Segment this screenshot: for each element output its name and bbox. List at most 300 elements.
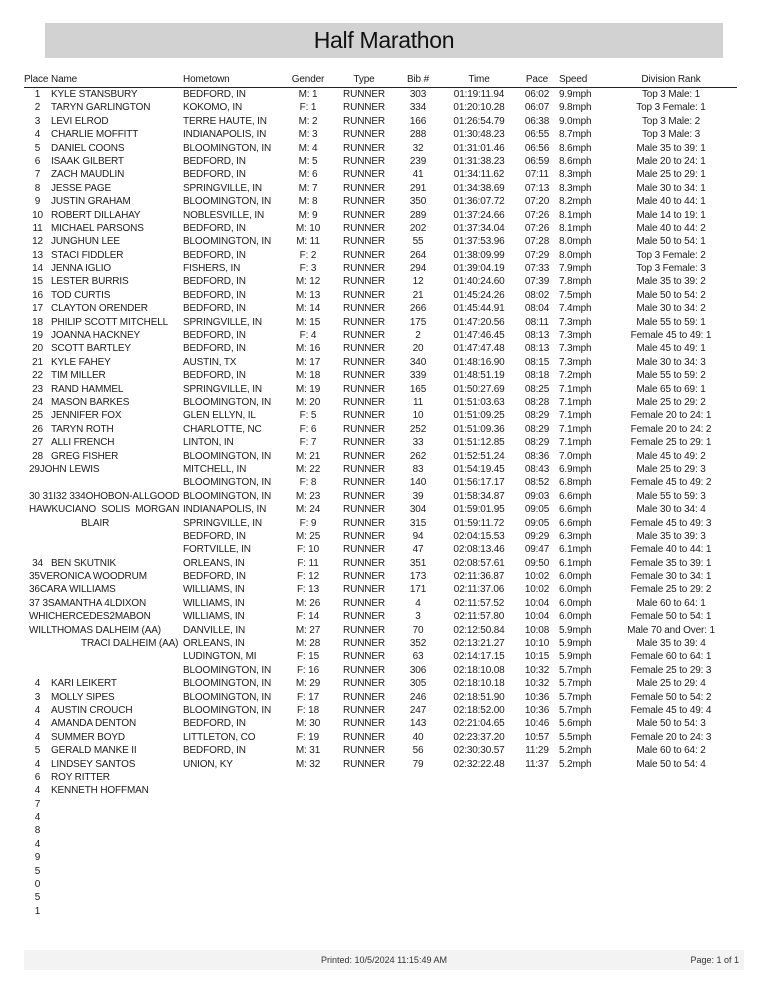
cell-gender: M: 1: [298, 89, 318, 100]
cell-time: 01:30:48.23: [453, 129, 505, 141]
table-row: [24, 905, 737, 918]
cell-name: BLAIR: [81, 517, 110, 529]
table-row: [24, 476, 737, 489]
cell-place: 28: [32, 450, 43, 462]
table-row: [24, 463, 737, 476]
cell-time: 01:19:11.94: [453, 89, 505, 100]
cell-type: RUNNER: [343, 370, 385, 382]
cell-pace: 10:36: [524, 704, 550, 716]
cell-hometown: BEDFORD, IN: [183, 745, 246, 757]
cell-gender: F: 19: [296, 731, 320, 743]
cell-gender: [283, 878, 333, 891]
cell-place: 3: [34, 115, 41, 127]
cell-name: [51, 851, 183, 864]
cell-time: 02:13:21.27: [453, 638, 505, 650]
cell-division: Male 55 to 59: 1: [636, 316, 706, 328]
cell-gender: [283, 851, 333, 864]
cell-speed: 7.1mph: [559, 437, 592, 449]
cell-gender: M: 5: [298, 155, 318, 167]
cell-name: [51, 905, 183, 918]
table-row: [24, 771, 737, 784]
column-header-pace: Pace: [525, 74, 549, 85]
cell-bib: 350: [409, 196, 427, 208]
cell-bib: 94: [412, 530, 424, 542]
cell-time: 01:20:10.28: [453, 102, 505, 114]
table-row: [24, 784, 737, 797]
cell-hometown: FISHERS, IN: [183, 263, 241, 275]
cell-speed: 8.2mph: [559, 196, 592, 208]
cell-speed: 5.5mph: [559, 731, 592, 743]
cell-bib: 252: [409, 423, 427, 435]
cell-place: 4: [34, 731, 41, 743]
cell-speed: 6.8mph: [559, 477, 592, 489]
cell-type: [333, 824, 395, 837]
cell-name: RAND HAMMEL: [51, 383, 124, 395]
cell-hometown: [183, 811, 283, 824]
cell-time: 01:37:24.66: [453, 209, 505, 221]
column-header-type: Type: [353, 74, 375, 85]
cell-gender: M: 3: [298, 129, 318, 141]
cell-bib: [395, 851, 441, 864]
cell-hometown: TERRE HAUTE, IN: [183, 115, 267, 127]
cell-pace: [517, 824, 557, 837]
cell-time: 02:11:36.87: [453, 571, 505, 583]
cell-pace: 10:32: [524, 664, 550, 676]
cell-type: RUNNER: [343, 597, 385, 609]
cell-type: RUNNER: [343, 249, 385, 261]
cell-name: [51, 798, 183, 811]
cell-speed: 5.7mph: [559, 691, 592, 703]
cell-speed: 5.2mph: [559, 745, 592, 757]
cell-pace: 09:03: [524, 490, 550, 502]
cell-type: RUNNER: [343, 544, 385, 556]
cell-pace: 09:05: [524, 504, 550, 516]
cell-division: Male 50 to 54: 3: [636, 718, 706, 730]
cell-place: 21: [32, 356, 43, 368]
cell-type: RUNNER: [343, 169, 385, 181]
cell-bib: 246: [409, 691, 427, 703]
cell-bib: 11: [412, 396, 424, 408]
cell-division: Top 3 Female: 1: [636, 102, 706, 114]
cell-pace: 07:39: [524, 276, 550, 288]
cell-bib: 262: [409, 450, 427, 462]
cell-division: Male 50 to 54: 1: [636, 236, 706, 248]
cell-speed: 5.6mph: [559, 718, 592, 730]
cell-gender: F: 17: [296, 691, 320, 703]
cell-type: RUNNER: [343, 396, 385, 408]
cell-gender: [283, 838, 333, 851]
cell-hometown: BEDFORD, IN: [183, 330, 246, 342]
table-row: [24, 222, 737, 235]
cell-name: LESTER BURRIS: [51, 276, 129, 288]
page-footer: [24, 950, 744, 970]
cell-hometown: BEDFORD, IN: [183, 289, 246, 301]
cell-division: Female 20 to 24: 2: [630, 423, 712, 435]
cell-bib: 10: [412, 410, 424, 422]
column-header-speed: Speed: [559, 74, 588, 85]
cell-place: 9: [34, 852, 41, 864]
cell-bib: 40: [412, 731, 424, 743]
cell-division: Female 25 to 29: 1: [630, 437, 712, 449]
cell-bib: 70: [412, 624, 424, 636]
table-row: [24, 824, 737, 837]
cell-name: [51, 865, 183, 878]
cell-pace: [517, 798, 557, 811]
cell-division: Male 30 to 34: 2: [636, 303, 706, 315]
cell-time: 02:14:17.15: [453, 651, 505, 663]
cell-name: KYLE FAHEY: [51, 356, 111, 368]
cell-division: Male 25 to 29: 3: [636, 463, 706, 475]
cell-type: [333, 891, 395, 904]
cell-type: RUNNER: [343, 437, 385, 449]
cell-bib: 305: [409, 678, 427, 690]
cell-hometown: [183, 878, 283, 891]
cell-place: 4: [34, 785, 41, 797]
table-row: [24, 275, 737, 288]
cell-division: Male 50 to 54: 4: [636, 758, 706, 770]
cell-place: 4: [34, 704, 41, 716]
cell-name: [51, 824, 183, 837]
cell-speed: 8.3mph: [559, 169, 592, 181]
cell-name: [51, 878, 183, 891]
cell-type: RUNNER: [343, 691, 385, 703]
cell-division: Female 40 to 44: 1: [630, 544, 712, 556]
cell-bib: 291: [409, 182, 427, 194]
cell-bib: 63: [412, 651, 424, 663]
cell-type: RUNNER: [343, 423, 385, 435]
table-row: [24, 530, 737, 543]
cell-hometown: LITTLETON, CO: [183, 731, 256, 743]
table-row: [24, 597, 737, 610]
cell-gender: M: 4: [298, 142, 318, 154]
table-row: [24, 798, 737, 811]
cell-type: RUNNER: [343, 155, 385, 167]
cell-pace: 09:05: [524, 517, 550, 529]
cell-gender: M: 29: [295, 678, 321, 690]
cell-bib: 12: [412, 276, 424, 288]
table-row: [24, 543, 737, 556]
table-row: [24, 88, 737, 101]
cell-time: 01:40:24.60: [453, 276, 505, 288]
table-row: [24, 758, 737, 771]
cell-type: [333, 905, 395, 918]
cell-gender: M: 15: [295, 316, 321, 328]
cell-type: RUNNER: [343, 182, 385, 194]
table-row: [24, 383, 737, 396]
table-row: [24, 195, 737, 208]
title-banner: [45, 23, 723, 58]
column-header-time: Time: [468, 74, 490, 85]
column-header-gender: Gender: [291, 74, 325, 85]
cell-time: 02:11:37.06: [453, 584, 505, 596]
cell-pace: 08:28: [524, 396, 550, 408]
cell-place: 4: [34, 812, 41, 824]
cell-place: 5: [34, 142, 41, 154]
cell-type: RUNNER: [343, 129, 385, 141]
cell-gender: F: 18: [296, 704, 320, 716]
cell-name: MICHAEL PARSONS: [51, 222, 144, 234]
cell-speed: 6.1mph: [559, 557, 592, 569]
cell-place: 27: [32, 437, 43, 449]
cell-name: ZACH MAUDLIN: [51, 169, 125, 181]
cell-gender: F: 16: [296, 664, 320, 676]
cell-name: [51, 543, 183, 556]
cell-place: 11: [32, 222, 43, 234]
cell-type: RUNNER: [343, 704, 385, 716]
cell-hometown: [183, 798, 283, 811]
cell-time: 01:56:17.17: [453, 477, 505, 489]
cell-pace: 08:15: [524, 356, 550, 368]
cell-type: RUNNER: [343, 530, 385, 542]
column-header-name: Name: [51, 74, 78, 85]
cell-hometown: [183, 851, 283, 864]
cell-hometown: GLEN ELLYN, IL: [183, 410, 256, 422]
cell-name: SUMMER BOYD: [51, 731, 125, 743]
cell-hometown: MITCHELL, IN: [183, 463, 247, 475]
cell-pace: 09:50: [524, 557, 550, 569]
cell-bib: 352: [409, 638, 427, 650]
cell-time: [441, 798, 517, 811]
cell-gender: M: 26: [295, 597, 321, 609]
cell-gender: M: 11: [296, 236, 320, 248]
cell-place: 3: [34, 691, 41, 703]
cell-time: 01:31:01.46: [453, 142, 505, 154]
table-row: [24, 691, 737, 704]
cell-division: Female 45 to 49: 3: [630, 517, 712, 529]
cell-time: 01:47:47.48: [453, 343, 505, 355]
cell-time: [441, 838, 517, 851]
cell-time: 02:18:51.90: [453, 691, 505, 703]
cell-type: RUNNER: [343, 758, 385, 770]
cell-time: 01:50:27.69: [453, 383, 505, 395]
table-row: [24, 838, 737, 851]
cell-division: [611, 838, 731, 851]
cell-type: RUNNER: [343, 289, 385, 301]
cell-speed: 8.0mph: [559, 249, 592, 261]
cell-pace: 08:43: [524, 463, 550, 475]
cell-gender: [283, 865, 333, 878]
cell-pace: 06:38: [524, 115, 550, 127]
cell-pace: 10:15: [524, 651, 550, 663]
cell-pace: 10:02: [524, 584, 550, 596]
cell-time: 01:51:12.85: [453, 437, 505, 449]
cell-time: 01:51:09.25: [453, 410, 505, 422]
table-row: [24, 583, 737, 596]
cell-type: RUNNER: [343, 718, 385, 730]
cell-time: 01:37:34.04: [453, 222, 505, 234]
cell-bib: 47: [412, 544, 424, 556]
cell-pace: 10:02: [524, 571, 550, 583]
cell-time: 01:36:07.72: [453, 196, 505, 208]
cell-hometown: BEDFORD, IN: [183, 276, 246, 288]
cell-place: 14: [32, 263, 43, 275]
cell-bib: 33: [412, 437, 424, 449]
cell-speed: 5.7mph: [559, 704, 592, 716]
cell-type: RUNNER: [343, 557, 385, 569]
cell-division: Male 45 to 49: 1: [636, 343, 706, 355]
cell-place: 19: [32, 330, 43, 342]
table-row: [24, 115, 737, 128]
cell-type: RUNNER: [343, 222, 385, 234]
cell-bib: 140: [409, 477, 427, 489]
cell-speed: 6.0mph: [559, 571, 592, 583]
cell-bib: [395, 798, 441, 811]
cell-gender: M: 25: [295, 530, 321, 542]
cell-hometown: BEDFORD, IN: [183, 530, 246, 542]
cell-division: [611, 865, 731, 878]
cell-division: Top 3 Female: 3: [636, 263, 706, 275]
cell-speed: [557, 865, 611, 878]
cell-time: 01:48:16.90: [453, 356, 505, 368]
table-row: [24, 744, 737, 757]
table-row: [24, 182, 737, 195]
cell-division: Male 25 to 29: 1: [636, 169, 706, 181]
cell-place: 22: [32, 370, 43, 382]
cell-pace: 10:57: [524, 731, 550, 743]
cell-bib: [395, 878, 441, 891]
cell-name: LINDSEY SANTOS: [51, 758, 136, 770]
cell-name: AMANDA DENTON: [51, 718, 137, 730]
cell-division: Male 40 to 44: 2: [636, 222, 706, 234]
cell-time: 01:39:04.19: [453, 263, 505, 275]
cell-gender: M: 21: [295, 450, 321, 462]
cell-bib: 165: [409, 383, 427, 395]
cell-bib: 289: [409, 209, 427, 221]
cell-speed: 5.2mph: [559, 758, 592, 770]
cell-pace: [517, 771, 557, 784]
cell-bib: 171: [409, 584, 427, 596]
results-rows: [24, 88, 737, 918]
cell-name: [51, 891, 183, 904]
cell-pace: 09:47: [524, 544, 550, 556]
cell-gender: F: 14: [296, 611, 320, 623]
cell-gender: [283, 771, 333, 784]
cell-speed: [557, 798, 611, 811]
column-header-place: Place: [24, 74, 49, 85]
cell-gender: F: 15: [296, 651, 320, 663]
cell-bib: 41: [412, 169, 424, 181]
cell-gender: F: 11: [297, 557, 319, 569]
table-row: [24, 570, 737, 583]
cell-type: RUNNER: [343, 89, 385, 100]
cell-division: Top 3 Male: 1: [641, 89, 701, 100]
cell-place: 12: [32, 236, 43, 248]
cell-pace: [517, 851, 557, 864]
cell-hometown: LINTON, IN: [183, 437, 234, 449]
cell-gender: M: 20: [295, 396, 321, 408]
cell-time: 01:47:46.45: [453, 330, 505, 342]
table-row: [24, 851, 737, 864]
cell-pace: 08:13: [524, 330, 550, 342]
cell-speed: 7.4mph: [559, 303, 592, 315]
cell-pace: 08:52: [524, 477, 550, 489]
cell-pace: 07:26: [524, 222, 550, 234]
cell-speed: 7.2mph: [559, 370, 592, 382]
cell-hometown: [183, 771, 283, 784]
cell-name: [51, 476, 183, 489]
cell-time: 01:59:01.95: [453, 504, 505, 516]
cell-type: RUNNER: [343, 463, 385, 475]
table-row: [24, 557, 737, 570]
cell-bib: [395, 865, 441, 878]
cell-division: Female 30 to 34: 1: [630, 571, 712, 583]
cell-speed: 5.9mph: [559, 638, 592, 650]
cell-type: RUNNER: [343, 303, 385, 315]
cell-speed: 8.1mph: [559, 222, 592, 234]
cell-name: SCOTT BARTLEY: [51, 343, 131, 355]
cell-time: 01:59:11.72: [453, 517, 505, 529]
cell-hometown: [183, 905, 283, 918]
cell-type: RUNNER: [343, 731, 385, 743]
cell-type: RUNNER: [343, 115, 385, 127]
cell-name: HAWKUCIANO SOLIS MORGAN: [29, 504, 180, 516]
cell-gender: M: 7: [298, 182, 318, 194]
cell-gender: F: 13: [296, 584, 320, 596]
cell-name: STACI FIDDLER: [51, 249, 124, 261]
cell-type: RUNNER: [343, 638, 385, 650]
cell-time: 02:08:57.61: [453, 557, 505, 569]
cell-name: 35VERONICA WOODRUM: [29, 571, 147, 583]
cell-speed: 8.6mph: [559, 155, 592, 167]
page-number: Page: 1 of 1: [690, 955, 739, 965]
cell-division: Female 45 to 49: 1: [630, 330, 712, 342]
cell-name: BEN SKUTNIK: [51, 557, 117, 569]
cell-gender: M: 2: [298, 115, 318, 127]
cell-name: JOANNA HACKNEY: [51, 330, 141, 342]
table-row: [24, 128, 737, 141]
cell-bib: [395, 784, 441, 797]
cell-name: ROY RITTER: [51, 771, 110, 783]
cell-speed: 5.7mph: [559, 678, 592, 690]
cell-hometown: BEDFORD, IN: [183, 343, 246, 355]
cell-bib: 166: [409, 115, 427, 127]
cell-pace: 06:56: [524, 142, 550, 154]
cell-speed: 7.0mph: [559, 450, 592, 462]
cell-place: 5: [34, 865, 41, 877]
cell-pace: 08:29: [524, 423, 550, 435]
cell-division: Male 60 to 64: 1: [636, 597, 706, 609]
cell-time: [441, 891, 517, 904]
cell-bib: 79: [412, 758, 424, 770]
cell-hometown: BLOOMINGTON, IN: [183, 477, 272, 489]
table-row: [24, 704, 737, 717]
cell-place: 6: [34, 155, 41, 167]
cell-speed: 9.9mph: [559, 89, 592, 100]
table-row: [24, 409, 737, 422]
cell-place: [24, 650, 51, 663]
cell-gender: M: 28: [295, 638, 321, 650]
cell-name: KENNETH HOFFMAN: [51, 785, 149, 797]
cell-time: 01:38:09.99: [453, 249, 505, 261]
cell-pace: 08:04: [524, 303, 550, 315]
cell-hometown: BLOOMINGTON, IN: [183, 490, 272, 502]
cell-hometown: [183, 824, 283, 837]
cell-speed: 6.3mph: [559, 530, 592, 542]
cell-type: RUNNER: [343, 102, 385, 114]
cell-bib: 315: [409, 517, 427, 529]
cell-type: RUNNER: [343, 450, 385, 462]
cell-hometown: BLOOMINGTON, IN: [183, 704, 272, 716]
cell-name: TIM MILLER: [51, 370, 106, 382]
cell-hometown: BEDFORD, IN: [183, 155, 246, 167]
cell-gender: M: 30: [295, 718, 321, 730]
cell-hometown: BLOOMINGTON, IN: [183, 142, 272, 154]
cell-hometown: BLOOMINGTON, IN: [183, 678, 272, 690]
cell-speed: [557, 771, 611, 784]
cell-hometown: BEDFORD, IN: [183, 249, 246, 261]
cell-place: [24, 530, 51, 543]
cell-pace: 08:25: [524, 383, 550, 395]
